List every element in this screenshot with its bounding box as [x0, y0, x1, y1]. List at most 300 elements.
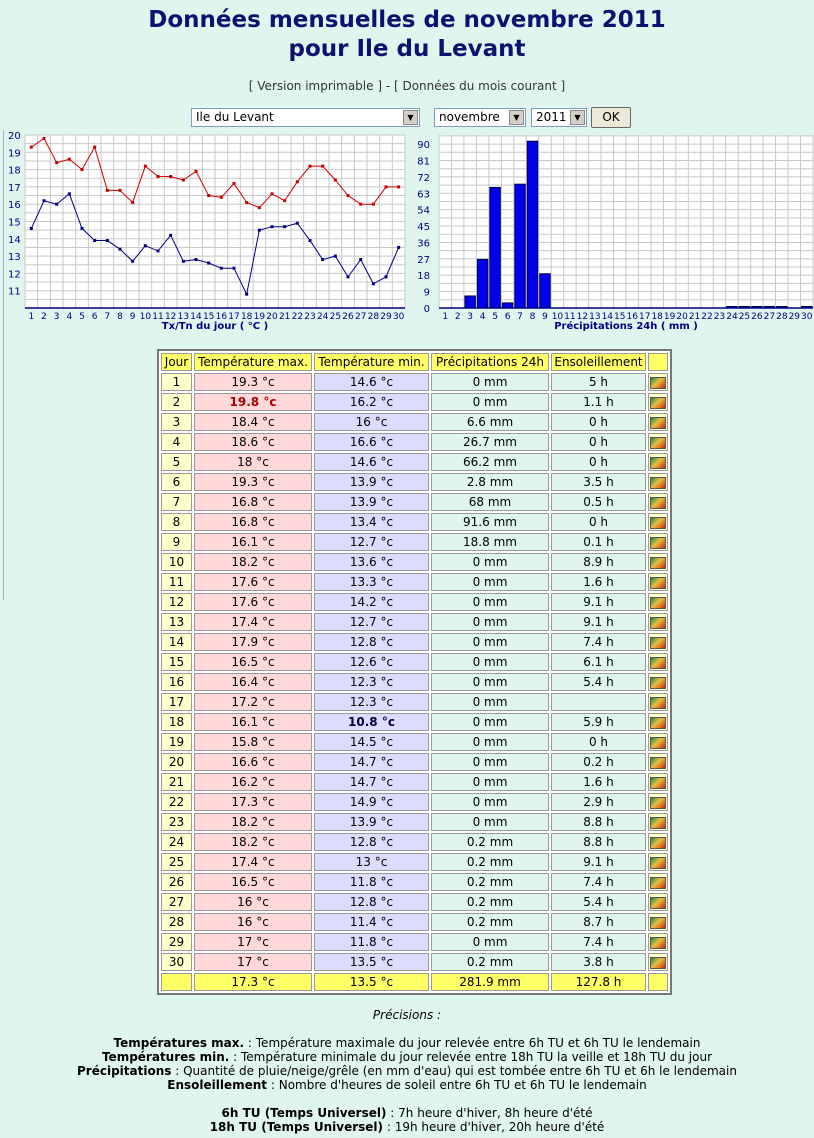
data-point: [245, 201, 248, 204]
data-point: [195, 170, 198, 173]
cell-precip: 0.2 mm: [431, 833, 549, 851]
cell-day: 5: [161, 453, 192, 471]
x-tick-label: 24: [726, 312, 738, 322]
data-point: [321, 165, 324, 168]
cell-sun: 9.1 h: [551, 853, 646, 871]
x-axis-label: Tx/Tn du jour ( °C ): [161, 321, 269, 332]
table-row: [161, 893, 668, 911]
header-icon: [648, 353, 668, 371]
cell-day: 24: [161, 833, 192, 851]
bracket-open: [: [248, 79, 258, 93]
precision-tmin: [0, 1050, 814, 1064]
precisions-title: Précisions :: [372, 1008, 442, 1022]
cell-tmax: 17.4 °c: [194, 613, 312, 631]
day-detail-cell[interactable]: [648, 873, 668, 891]
day-detail-cell[interactable]: [648, 773, 668, 791]
x-tick-label: 3: [53, 312, 60, 322]
data-table: [159, 351, 670, 993]
cell-tmax: 18.4 °c: [194, 413, 312, 431]
table-row: [161, 853, 668, 871]
data-point: [283, 225, 286, 228]
cell-tmin: 13.3 °c: [314, 573, 429, 591]
cell-sun: 9.1 h: [551, 613, 646, 631]
cell-tmin: 14.9 °c: [314, 793, 429, 811]
chart-thumbnail-icon[interactable]: [650, 817, 666, 829]
day-detail-cell[interactable]: [648, 713, 668, 731]
chart-thumbnail-icon[interactable]: [650, 777, 666, 789]
day-detail-cell[interactable]: [648, 573, 668, 591]
cell-tmin: 16.2 °c: [314, 393, 429, 411]
chart-thumbnail-icon[interactable]: [650, 917, 666, 929]
x-tick-label: 27: [763, 312, 776, 322]
chart-thumbnail-icon[interactable]: [650, 557, 666, 569]
station-select[interactable]: [191, 108, 420, 127]
cell-precip: 0 mm: [431, 613, 549, 631]
table-row: [161, 633, 668, 651]
day-detail-cell[interactable]: [648, 513, 668, 531]
x-tick-label: 5: [79, 312, 85, 322]
cell-sun: 5.9 h: [551, 713, 646, 731]
day-detail-cell[interactable]: [648, 893, 668, 911]
day-detail-cell[interactable]: [648, 753, 668, 771]
data-point: [271, 225, 274, 228]
x-tick-label: 27: [354, 312, 367, 322]
chart-thumbnail-icon[interactable]: [650, 497, 666, 509]
data-point: [68, 158, 71, 161]
x-tick-label: 16: [626, 312, 638, 322]
cell-sun: 0.5 h: [551, 493, 646, 511]
cell-day: 27: [161, 893, 192, 911]
chart-thumbnail-icon[interactable]: [650, 597, 666, 609]
cell-sun: 1.6 h: [551, 773, 646, 791]
cell-tmax: 17.3 °c: [194, 793, 312, 811]
day-detail-cell[interactable]: [648, 473, 668, 491]
total-cell-tmin: 13.5 °c: [314, 973, 429, 991]
chart-thumbnail-icon[interactable]: [650, 797, 666, 809]
cell-sun: 0 h: [551, 413, 646, 431]
cell-tmax: 16.4 °c: [194, 673, 312, 691]
precision-precip-label: Précipitations: [77, 1064, 172, 1078]
cell-sun: 8.8 h: [551, 833, 646, 851]
cell-tmin: 12.8 °c: [314, 633, 429, 651]
cell-tmin: 13.4 °c: [314, 513, 429, 531]
day-detail-cell[interactable]: [648, 813, 668, 831]
cell-sun: 6.1 h: [551, 653, 646, 671]
cell-tmin: 13 °c: [314, 853, 429, 871]
day-detail-cell[interactable]: [648, 373, 668, 391]
x-tick-label: 24: [316, 312, 329, 322]
chart-thumbnail-icon[interactable]: [650, 957, 666, 969]
precision-tu18: [0, 1120, 814, 1134]
y-tick-label: 18: [8, 165, 21, 177]
cell-day: 17: [161, 693, 192, 711]
precipitation-chart: [410, 130, 814, 335]
cell-precip: 0 mm: [431, 553, 549, 571]
cell-tmax: 18.2 °c: [194, 833, 312, 851]
bracket-close: ]: [556, 79, 566, 93]
chart-thumbnail-icon[interactable]: [650, 477, 666, 489]
title-line-1: Données mensuelles de novembre 2011: [148, 7, 666, 33]
month-select[interactable]: [434, 108, 526, 127]
precision-tu18-label: 18h TU (Temps Universel): [209, 1120, 384, 1134]
table-row: [161, 733, 668, 751]
y-tick-label: 17: [8, 182, 21, 194]
cell-tmax: 16.1 °c: [194, 713, 312, 731]
chart-thumbnail-icon[interactable]: [650, 517, 666, 529]
total-cell-tmax: 17.3 °c: [194, 973, 312, 991]
links-bar: [0, 79, 814, 93]
table-row: [161, 813, 668, 831]
day-detail-cell[interactable]: [648, 413, 668, 431]
cell-tmax: 16.5 °c: [194, 653, 312, 671]
cell-precip: 91.6 mm: [431, 513, 549, 531]
cell-tmax: 16.8 °c: [194, 513, 312, 531]
table-row: [161, 473, 668, 491]
chevron-down-icon: ▼: [403, 110, 418, 125]
cell-precip: 0.2 mm: [431, 873, 549, 891]
cell-day: 25: [161, 853, 192, 871]
day-detail-cell[interactable]: [648, 453, 668, 471]
title-line-2: pour Ile du Levant: [288, 36, 526, 62]
day-detail-cell[interactable]: [648, 833, 668, 851]
x-tick-label: 8: [117, 312, 123, 322]
x-tick-label: 10: [139, 312, 152, 322]
day-detail-cell[interactable]: [648, 433, 668, 451]
x-tick-label: 13: [177, 312, 190, 322]
cell-precip: 66.2 mm: [431, 453, 549, 471]
y-tick-label: 9: [423, 287, 430, 299]
day-detail-cell[interactable]: [648, 793, 668, 811]
cell-day: 2: [161, 393, 192, 411]
x-tick-label: 9: [542, 312, 548, 322]
station-select-value: Ile du Levant: [196, 110, 274, 124]
chart-thumbnail-icon[interactable]: [650, 857, 666, 869]
cell-precip: 0 mm: [431, 933, 549, 951]
precip-bar: [465, 296, 475, 308]
x-tick-label: 7: [104, 312, 111, 322]
cell-sun: 0 h: [551, 453, 646, 471]
data-point: [233, 182, 236, 185]
cell-tmax: 15.8 °c: [194, 733, 312, 751]
cell-tmax: 17.2 °c: [194, 693, 312, 711]
data-point: [220, 267, 223, 270]
data-point: [182, 260, 185, 263]
data-point: [271, 192, 274, 195]
cell-precip: 0 mm: [431, 693, 549, 711]
cell-day: 1: [161, 373, 192, 391]
precision-tmax-label: Températures max.: [113, 1036, 245, 1050]
cell-sun: 0 h: [551, 513, 646, 531]
chart-thumbnail-icon[interactable]: [650, 737, 666, 749]
data-point: [30, 227, 33, 230]
day-detail-cell[interactable]: [648, 853, 668, 871]
cell-tmin: 16 °c: [314, 413, 429, 431]
chart-thumbnail-icon[interactable]: [650, 937, 666, 949]
cell-tmax: 18 °c: [194, 453, 312, 471]
day-detail-cell[interactable]: [648, 653, 668, 671]
y-tick-label: 14: [8, 234, 21, 246]
table-row: [161, 953, 668, 971]
cell-day: 28: [161, 913, 192, 931]
cell-tmax: 18.6 °c: [194, 433, 312, 451]
chart-thumbnail-icon[interactable]: [650, 677, 666, 689]
data-point: [131, 260, 134, 263]
x-tick-label: 21: [688, 312, 701, 322]
y-tick-label: 63: [417, 189, 430, 201]
y-tick-label: 54: [417, 205, 430, 217]
cell-day: 18: [161, 713, 192, 731]
cell-day: 6: [161, 473, 192, 491]
cell-precip: 0 mm: [431, 793, 549, 811]
data-point: [55, 161, 58, 164]
cell-tmin: 12.8 °c: [314, 833, 429, 851]
y-tick-label: 0: [423, 304, 430, 315]
precision-sun-text: : Nombre d'heures de soleil entre 6h TU et 6h TU le lendemain: [267, 1078, 647, 1092]
cell-day: 22: [161, 793, 192, 811]
x-tick-label: 25: [329, 312, 342, 322]
cell-precip: 0.2 mm: [431, 853, 549, 871]
chart-thumbnail-icon[interactable]: [650, 657, 666, 669]
x-tick-label: 6: [91, 312, 98, 322]
cell-tmax: 16 °c: [194, 913, 312, 931]
table-row: [161, 373, 668, 391]
x-tick-label: 5: [492, 312, 498, 322]
cell-sun: [551, 693, 646, 711]
data-point: [258, 206, 261, 209]
precip-bar: [502, 303, 512, 308]
cell-tmin: 12.6 °c: [314, 653, 429, 671]
cell-day: 30: [161, 953, 192, 971]
data-point: [93, 146, 96, 149]
data-point: [55, 203, 58, 206]
data-point: [334, 178, 337, 181]
data-point: [144, 165, 147, 168]
x-tick-label: 28: [367, 312, 380, 322]
cell-day: 12: [161, 593, 192, 611]
x-tick-label: 23: [304, 312, 316, 322]
data-table-frame: [157, 349, 672, 995]
x-tick-label: 14: [601, 312, 614, 322]
cell-tmin: 13.9 °c: [314, 493, 429, 511]
x-tick-label: 12: [164, 312, 177, 322]
chart-thumbnail-icon[interactable]: [650, 637, 666, 649]
day-detail-cell[interactable]: [648, 613, 668, 631]
x-tick-label: 26: [342, 312, 354, 322]
x-tick-label: 19: [253, 312, 266, 322]
cell-precip: 0 mm: [431, 573, 549, 591]
y-tick-label: 20: [8, 131, 21, 142]
cell-day: 21: [161, 773, 192, 791]
cell-tmin: 14.5 °c: [314, 733, 429, 751]
cell-tmax: 16 °c: [194, 893, 312, 911]
data-point: [157, 175, 160, 178]
table-row: [161, 513, 668, 531]
y-tick-label: 72: [417, 172, 430, 184]
chart-thumbnail-icon[interactable]: [650, 437, 666, 449]
data-point: [195, 258, 198, 261]
x-tick-label: 19: [663, 312, 676, 322]
table-row: [161, 553, 668, 571]
cell-tmin: 12.7 °c: [314, 533, 429, 551]
header-tmin: Température min.: [314, 353, 429, 371]
table-row: [161, 713, 668, 731]
chart-thumbnail-icon[interactable]: [650, 897, 666, 909]
table-row: [161, 933, 668, 951]
year-select[interactable]: [531, 108, 587, 127]
precision-precip: [0, 1064, 814, 1078]
cell-tmin: 11.8 °c: [314, 873, 429, 891]
temperature-chart: [0, 130, 410, 335]
printable-version-link[interactable]: Version imprimable: [257, 79, 374, 93]
data-point: [359, 258, 362, 261]
precip-bar: [490, 187, 500, 308]
x-tick-label: 15: [614, 312, 626, 322]
cell-tmin: 16.6 °c: [314, 433, 429, 451]
x-tick-label: 1: [28, 312, 35, 322]
cell-sun: 3.8 h: [551, 953, 646, 971]
table-row: [161, 873, 668, 891]
day-detail-cell[interactable]: [648, 393, 668, 411]
table-header-row: [161, 353, 668, 371]
day-detail-cell[interactable]: [648, 593, 668, 611]
chart-thumbnail-icon[interactable]: [650, 617, 666, 629]
chart-thumbnail-icon[interactable]: [650, 397, 666, 409]
table-row: [161, 913, 668, 931]
precision-tmin-text: : Température minimale du jour relevée entre 18h TU la veille et 18h TU du jour: [229, 1050, 713, 1064]
day-detail-cell[interactable]: [648, 913, 668, 931]
day-detail-cell[interactable]: [648, 933, 668, 951]
precisions-section: [0, 1008, 814, 1134]
cell-tmin: 14.6 °c: [314, 453, 429, 471]
x-tick-label: 28: [776, 312, 788, 322]
cell-day: 10: [161, 553, 192, 571]
cell-day: 4: [161, 433, 192, 451]
chart-thumbnail-icon[interactable]: [650, 457, 666, 469]
x-tick-label: 4: [479, 312, 486, 322]
y-tick-label: 45: [417, 222, 430, 234]
data-point: [106, 189, 109, 192]
cell-precip: 0 mm: [431, 653, 549, 671]
data-point: [233, 267, 236, 270]
cell-tmax: 17.4 °c: [194, 853, 312, 871]
cell-day: 7: [161, 493, 192, 511]
day-detail-cell[interactable]: [648, 493, 668, 511]
day-detail-cell[interactable]: [648, 553, 668, 571]
precision-sun: [0, 1078, 814, 1092]
chart-thumbnail-icon[interactable]: [650, 377, 666, 389]
precision-tmax: [0, 1036, 814, 1050]
cell-tmin: 14.2 °c: [314, 593, 429, 611]
chart-thumbnail-icon[interactable]: [650, 877, 666, 889]
y-tick-label: 81: [417, 156, 430, 168]
x-tick-label: 29: [380, 312, 392, 322]
cell-tmax: 16.2 °c: [194, 773, 312, 791]
data-point: [81, 168, 84, 171]
cell-sun: 8.7 h: [551, 913, 646, 931]
cell-precip: 0.2 mm: [431, 953, 549, 971]
cell-tmax: 19.8 °c: [194, 393, 312, 411]
cell-tmax: 17.9 °c: [194, 633, 312, 651]
cell-tmax: 19.3 °c: [194, 373, 312, 391]
data-point: [258, 229, 261, 232]
data-point: [296, 222, 299, 225]
cell-sun: 3.5 h: [551, 473, 646, 491]
data-point: [397, 246, 400, 249]
cell-tmax: 16.1 °c: [194, 533, 312, 551]
data-point: [43, 137, 46, 140]
y-tick-label: 90: [417, 140, 430, 152]
cell-sun: 1.1 h: [551, 393, 646, 411]
chart-thumbnail-icon[interactable]: [650, 697, 666, 709]
day-detail-cell[interactable]: [648, 953, 668, 971]
precip-bar: [540, 274, 550, 308]
cell-tmin: 12.7 °c: [314, 613, 429, 631]
day-detail-cell[interactable]: [648, 633, 668, 651]
precip-bar: [477, 259, 487, 308]
cell-sun: 0.1 h: [551, 533, 646, 551]
cell-tmin: 11.4 °c: [314, 913, 429, 931]
data-point: [385, 185, 388, 188]
data-point: [182, 178, 185, 181]
x-tick-label: 16: [215, 312, 228, 322]
chart-thumbnail-icon[interactable]: [650, 717, 666, 729]
precision-sun-label: Ensoleillement: [167, 1078, 268, 1092]
data-point: [334, 255, 337, 258]
chart-thumbnail-icon[interactable]: [650, 537, 666, 549]
total-cell-sun: 127.8 h: [551, 973, 646, 991]
cell-tmax: 18.2 °c: [194, 813, 312, 831]
day-detail-cell[interactable]: [648, 673, 668, 691]
x-tick-label: 18: [240, 312, 253, 322]
data-point: [283, 199, 286, 202]
data-point: [372, 282, 375, 285]
y-tick-label: 19: [8, 148, 21, 160]
data-point: [119, 248, 122, 251]
chart-thumbnail-icon[interactable]: [650, 417, 666, 429]
day-detail-cell[interactable]: [648, 733, 668, 751]
day-detail-cell[interactable]: [648, 533, 668, 551]
x-tick-label: 7: [517, 312, 523, 322]
data-point: [321, 258, 324, 261]
cell-sun: 5.4 h: [551, 893, 646, 911]
x-tick-label: 29: [788, 312, 801, 322]
cell-tmin: 10.8 °c: [314, 713, 429, 731]
ok-button[interactable]: OK: [591, 107, 631, 128]
data-point: [359, 203, 362, 206]
cell-sun: 1.6 h: [551, 573, 646, 591]
cell-tmax: 16.6 °c: [194, 753, 312, 771]
cell-day: 29: [161, 933, 192, 951]
chart-thumbnail-icon[interactable]: [650, 837, 666, 849]
chart-thumbnail-icon[interactable]: [650, 757, 666, 769]
cell-day: 9: [161, 533, 192, 551]
cell-precip: 0 mm: [431, 633, 549, 651]
total-cell-day: [161, 973, 192, 991]
cell-day: 11: [161, 573, 192, 591]
cell-tmin: 13.9 °c: [314, 813, 429, 831]
precision-tu6: [0, 1106, 814, 1120]
x-tick-label: 13: [589, 312, 601, 322]
header-precip: Précipitations 24h: [431, 353, 549, 371]
current-month-link[interactable]: Données du mois courant: [402, 79, 557, 93]
chart-thumbnail-icon[interactable]: [650, 577, 666, 589]
day-detail-cell[interactable]: [648, 693, 668, 711]
cell-precip: 0 mm: [431, 733, 549, 751]
cell-tmin: 13.6 °c: [314, 553, 429, 571]
table-row: [161, 693, 668, 711]
table-row: [161, 533, 668, 551]
header-tmax: Température max.: [194, 353, 312, 371]
